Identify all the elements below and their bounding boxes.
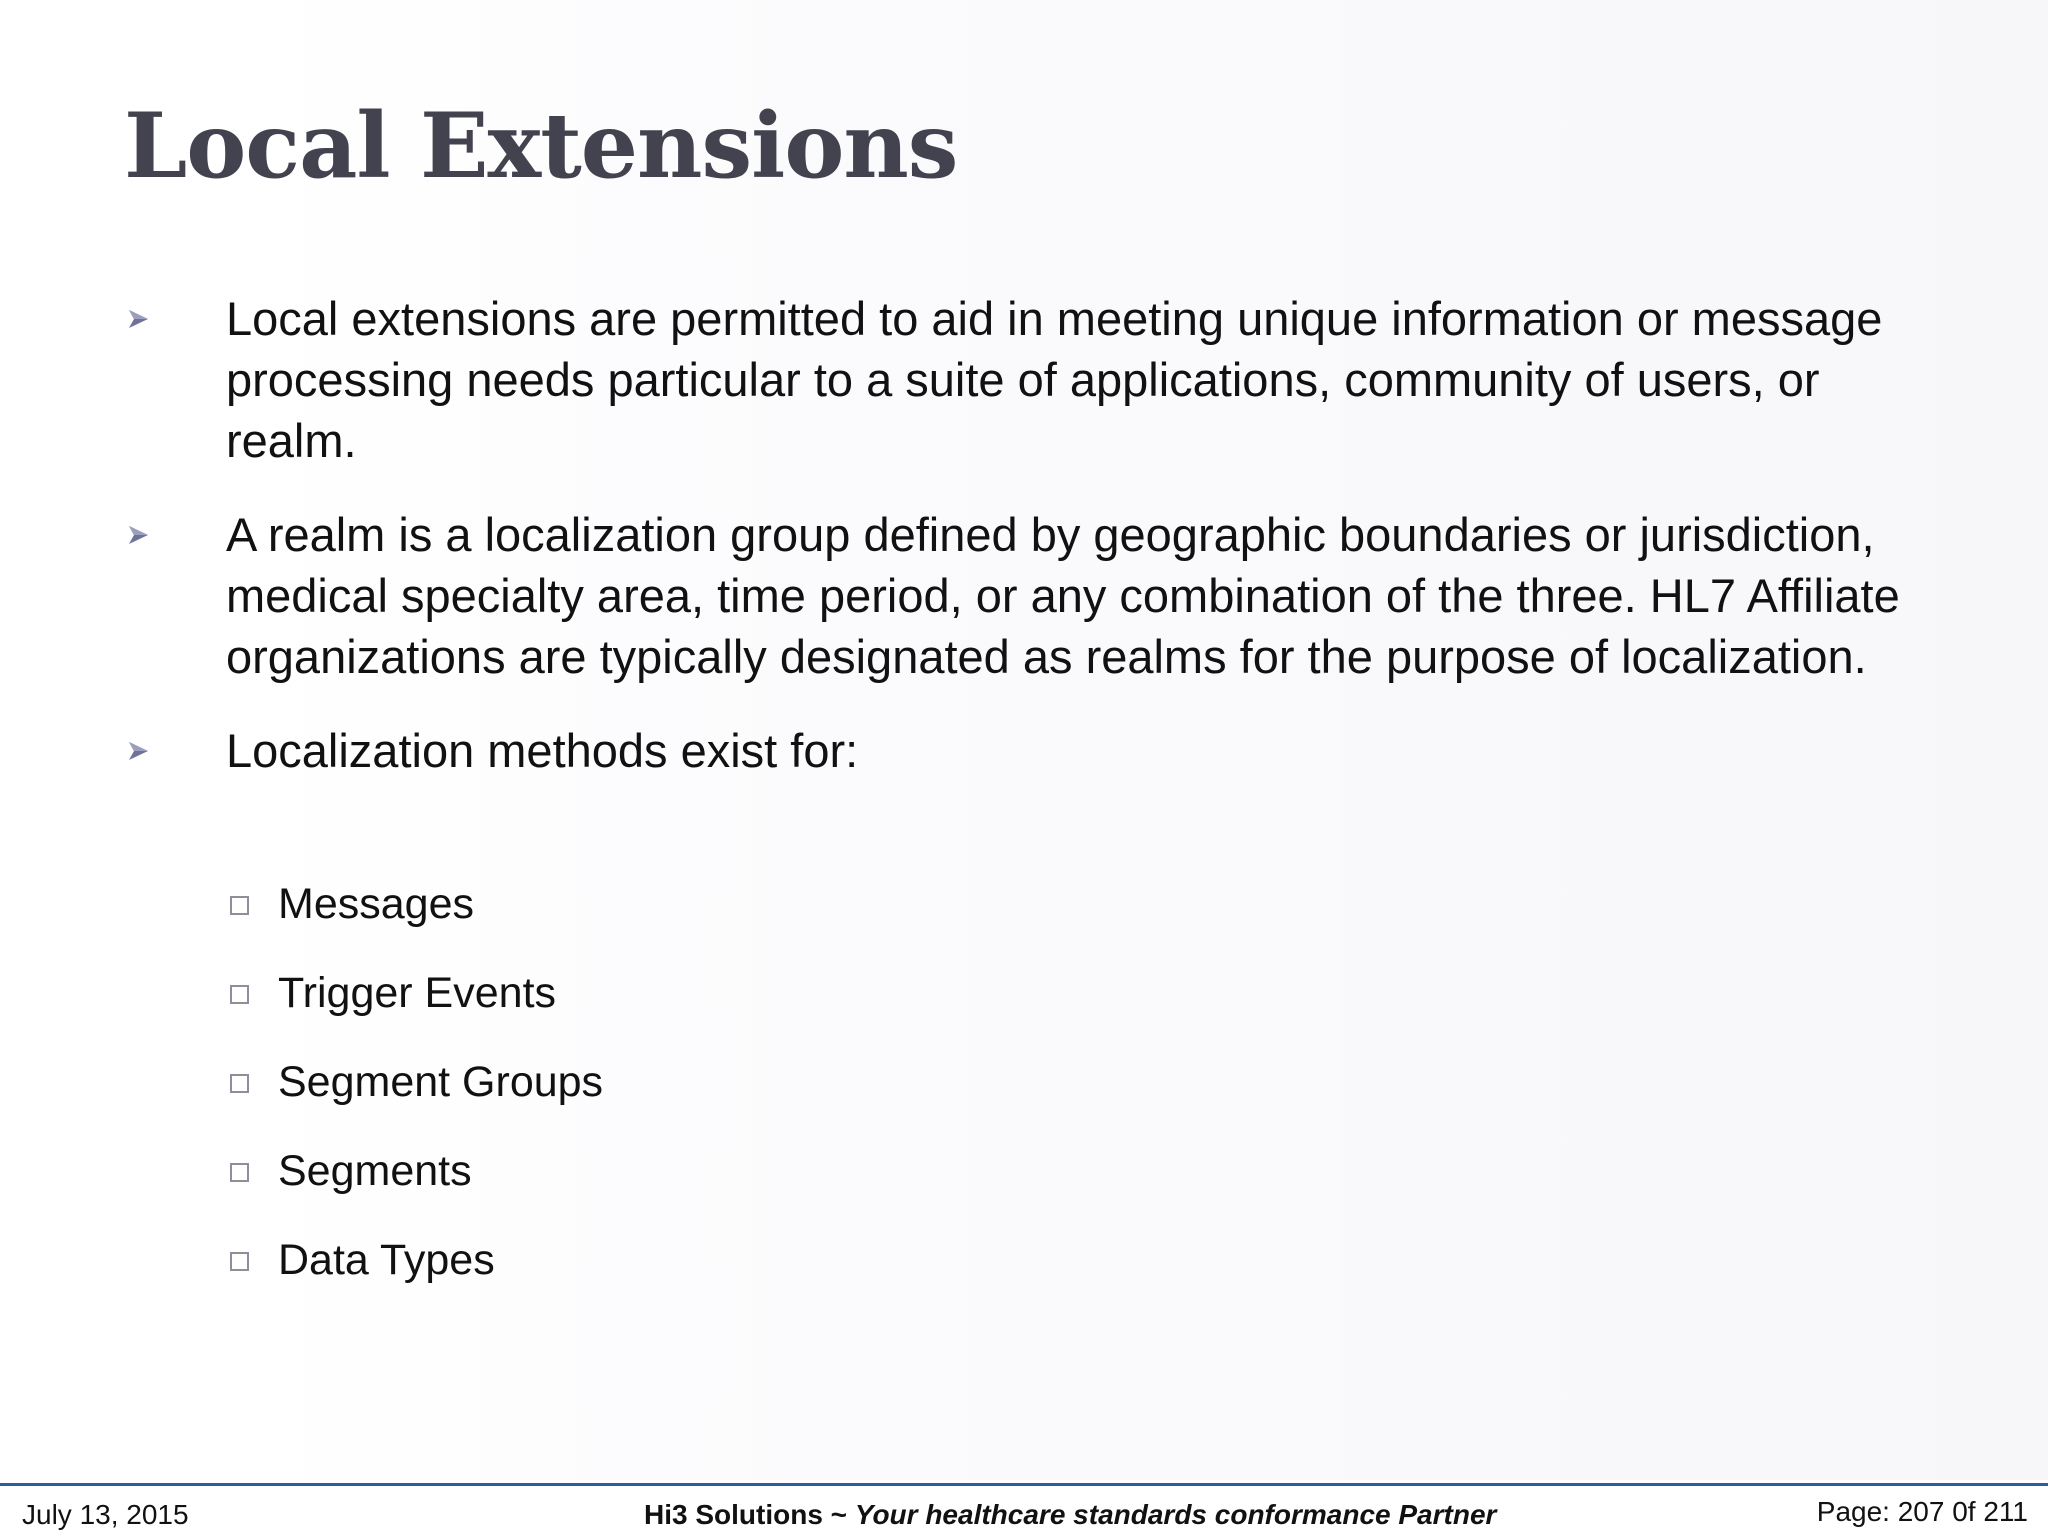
bullet-text: Localization methods exist for: [226,724,859,777]
bullet-list [124,288,1944,814]
footer-company [644,1497,1496,1533]
bullet-item-localization-methods [124,720,1944,781]
square-bullet-icon [230,896,249,915]
localization-methods-list [226,874,603,1319]
square-bullet-icon [230,1074,249,1093]
bullet-item-local-extensions [124,288,1944,471]
list-item-text: Segments [278,1147,472,1195]
arrowhead-bullet-icon [126,307,150,331]
bullet-text: A realm is a localization group defined by geographic boundaries or jurisdiction, medical specialty area, time period, or any combination of the three. HL7 Affiliate organizations are typically designated as realms for the purpose of localization. [226,508,1900,683]
arrowhead-bullet-icon [126,739,150,763]
slide-title: Local Extensions [124,93,958,199]
list-item-segments [226,1141,603,1230]
square-bullet-icon [230,1163,249,1182]
arrowhead-bullet-icon [126,523,150,547]
footer-page-number: Page: 207 0f 211 [1816,1496,2028,1527]
list-item-messages [226,874,603,963]
list-item-trigger-events [226,963,603,1052]
list-item-text: Trigger Events [278,969,557,1017]
square-bullet-icon [230,1252,249,1271]
footer-tagline: Your healthcare standards conformance Partner [854,1499,1497,1530]
list-item-data-types [226,1230,603,1319]
list-item-text: Messages [278,880,474,928]
list-item-segment-groups [226,1052,603,1141]
list-item-text: Data Types [278,1236,495,1284]
footer-company-name: Hi3 Solutions ~ [644,1499,855,1530]
bullet-item-realm [124,504,1944,687]
list-item-text: Segment Groups [278,1058,604,1106]
bullet-text: Local extensions are permitted to aid in meeting unique information or message processing needs particular to a suite of applications, community of users, or realm. [226,292,1883,467]
footer-date: July 13, 2015 [22,1499,189,1530]
footer-divider [0,1483,2048,1486]
square-bullet-icon [230,985,249,1004]
